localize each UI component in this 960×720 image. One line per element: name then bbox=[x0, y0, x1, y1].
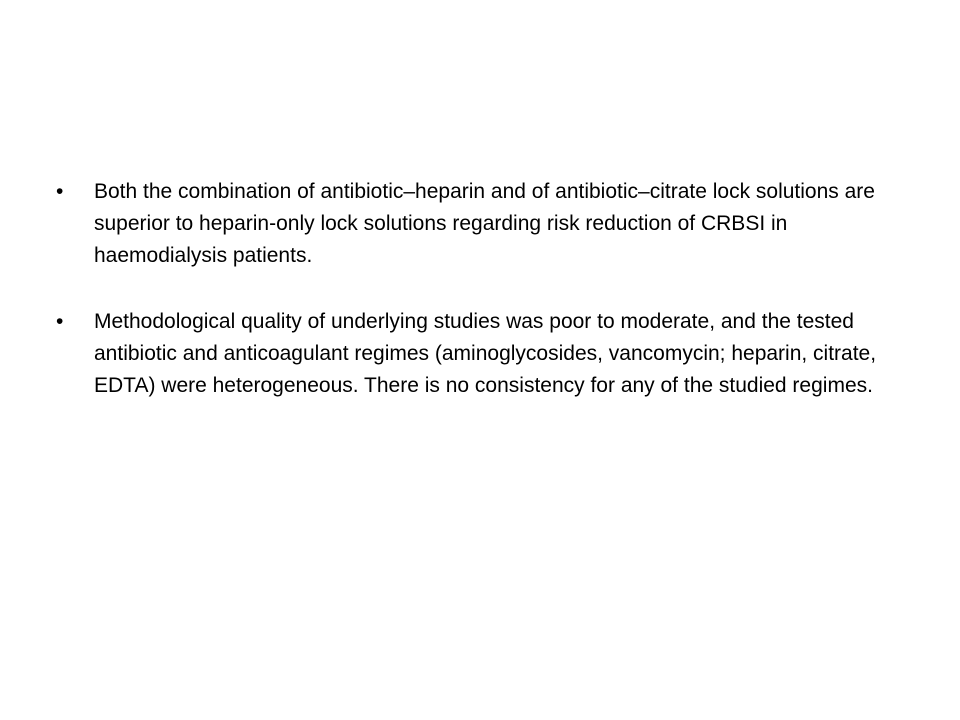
bullet-list bbox=[56, 176, 916, 436]
bullet-icon: • bbox=[56, 180, 64, 203]
bullet-item-crbsi-lock-solutions bbox=[56, 176, 916, 272]
bullet-text: Methodological quality of underlying studies was poor to moderate, and the tested antibiotic and anticoagulant regimes (aminoglycosides, vancomycin; heparin, citrate, EDTA) were heterogeneous. There is no consistency for any of the studied regimes. bbox=[94, 310, 877, 397]
bullet-item-methodological-quality bbox=[56, 306, 916, 402]
bullet-text: Both the combination of antibiotic–heparin and of antibiotic–citrate lock solutions are superior to heparin-only lock solutions regarding risk reduction of CRBSI in haemodialysis patients. bbox=[94, 180, 875, 267]
bullet-icon: • bbox=[56, 310, 64, 333]
